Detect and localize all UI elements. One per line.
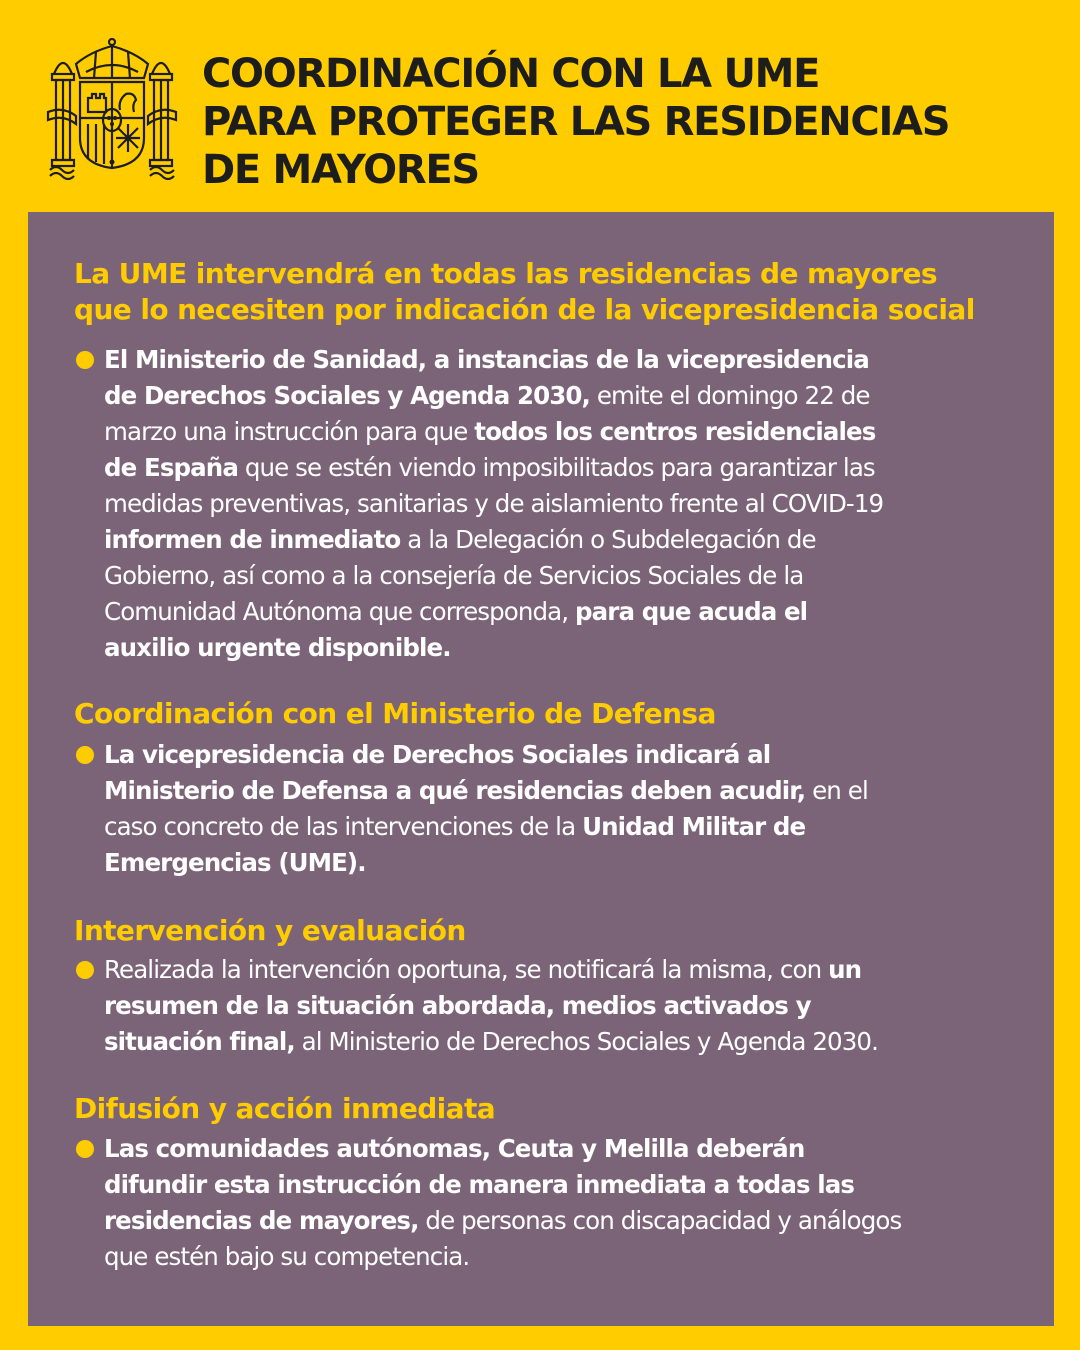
text-line: [104, 630, 1044, 666]
bold-text: El Ministerio de Sanidad, a instancias de la vicepresidencia: [104, 345, 869, 374]
section-body-defensa: [104, 737, 1044, 881]
bold-text: Las comunidades autónomas, Ceuta y Melilla deberán: [104, 1134, 805, 1163]
section-body-intervencion: [104, 952, 1044, 1060]
text-run: emite el domingo 22 de: [589, 381, 870, 410]
bold-text: informen de inmediato: [104, 525, 401, 554]
text-line: [104, 342, 1044, 378]
section-body-difusion: [104, 1131, 1044, 1275]
bold-text: situación final,: [104, 1027, 295, 1056]
text-run: al Ministerio de Derechos Sociales y Agenda 2030.: [294, 1027, 878, 1056]
bold-text: para que acuda el: [575, 597, 808, 626]
section-heading-difusion: [74, 1091, 495, 1127]
bold-text: de Derechos Sociales y Agenda 2030,: [104, 381, 590, 410]
text-run: en el: [805, 776, 868, 805]
section-body-ume: [104, 342, 1044, 666]
bold-text: de España: [104, 453, 238, 482]
text-line: [104, 737, 1044, 773]
text-run: que estén bajo su competencia.: [104, 1242, 470, 1271]
text-run: marzo una instrucción para que: [104, 417, 475, 446]
bold-text: Unidad Militar de: [582, 812, 806, 841]
bullet-icon: [76, 351, 94, 369]
coat-of-arms-of-spain-icon: [46, 38, 178, 180]
heading-line: Difusión y acción inmediata: [74, 1092, 496, 1125]
text-run: de personas con discapacidad y análogos: [418, 1206, 902, 1235]
text-line: [104, 450, 1044, 486]
text-run: medidas preventivas, sanitarias y de aislamiento frente al COVID-19: [104, 489, 884, 518]
text-line: [104, 378, 1044, 414]
title-line: COORDINACIÓN CON LA UME: [202, 51, 820, 97]
bold-text: Ministerio de Defensa a qué residencias deben acudir,: [104, 776, 806, 805]
heading-line: Intervención y evaluación: [74, 914, 466, 947]
page-title: [202, 50, 1062, 194]
section-heading-defensa: [74, 696, 716, 732]
bold-text: La vicepresidencia de Derechos Sociales indicará al: [104, 740, 771, 769]
bold-text: un: [828, 955, 862, 984]
text-line: [104, 809, 1044, 845]
text-line: [104, 522, 1044, 558]
text-run: a la Delegación o Subdelegación de: [400, 525, 816, 554]
heading-line: Coordinación con el Ministerio de Defensa: [74, 697, 716, 730]
text-line: [104, 1131, 1044, 1167]
text-run: caso concreto de las intervenciones de la: [104, 812, 583, 841]
section-heading-intervencion: [74, 913, 466, 949]
text-line: [104, 486, 1044, 522]
text-line: [104, 594, 1044, 630]
bullet-icon: [76, 746, 94, 764]
title-line: DE MAYORES: [202, 147, 479, 193]
text-run: Gobierno, así como a la consejería de Servicios Sociales de la: [104, 561, 804, 590]
text-line: [104, 1203, 1044, 1239]
bold-text: Emergencias (UME).: [104, 848, 366, 877]
heading-line: que lo necesiten por indicación de la vicepresidencia social: [74, 293, 975, 326]
text-line: [104, 845, 1044, 881]
text-line: [104, 414, 1044, 450]
text-run: Comunidad Autónoma que corresponda,: [104, 597, 576, 626]
text-line: [104, 1024, 1044, 1060]
bold-text: residencias de mayores,: [104, 1206, 419, 1235]
bold-text: todos los centros residenciales: [474, 417, 876, 446]
text-line: [104, 988, 1044, 1024]
text-line: [104, 1239, 1044, 1275]
text-line: [104, 558, 1044, 594]
bullet-icon: [76, 961, 94, 979]
section-heading-ume: [74, 256, 975, 328]
title-line: PARA PROTEGER LAS RESIDENCIAS: [202, 99, 950, 145]
text-run: Realizada la intervención oportuna, se notificará la misma, con: [104, 955, 829, 984]
text-line: [104, 773, 1044, 809]
bullet-icon: [76, 1140, 94, 1158]
text-line: [104, 1167, 1044, 1203]
text-run: que se estén viendo imposibilitados para garantizar las: [237, 453, 875, 482]
bold-text: resumen de la situación abordada, medios activados y: [104, 991, 811, 1020]
bold-text: difundir esta instrucción de manera inmediata a todas las: [104, 1170, 855, 1199]
bold-text: auxilio urgente disponible.: [104, 633, 451, 662]
text-line: [104, 952, 1044, 988]
header: [0, 0, 1080, 212]
heading-line: La UME intervendrá en todas las residencias de mayores: [74, 257, 937, 290]
